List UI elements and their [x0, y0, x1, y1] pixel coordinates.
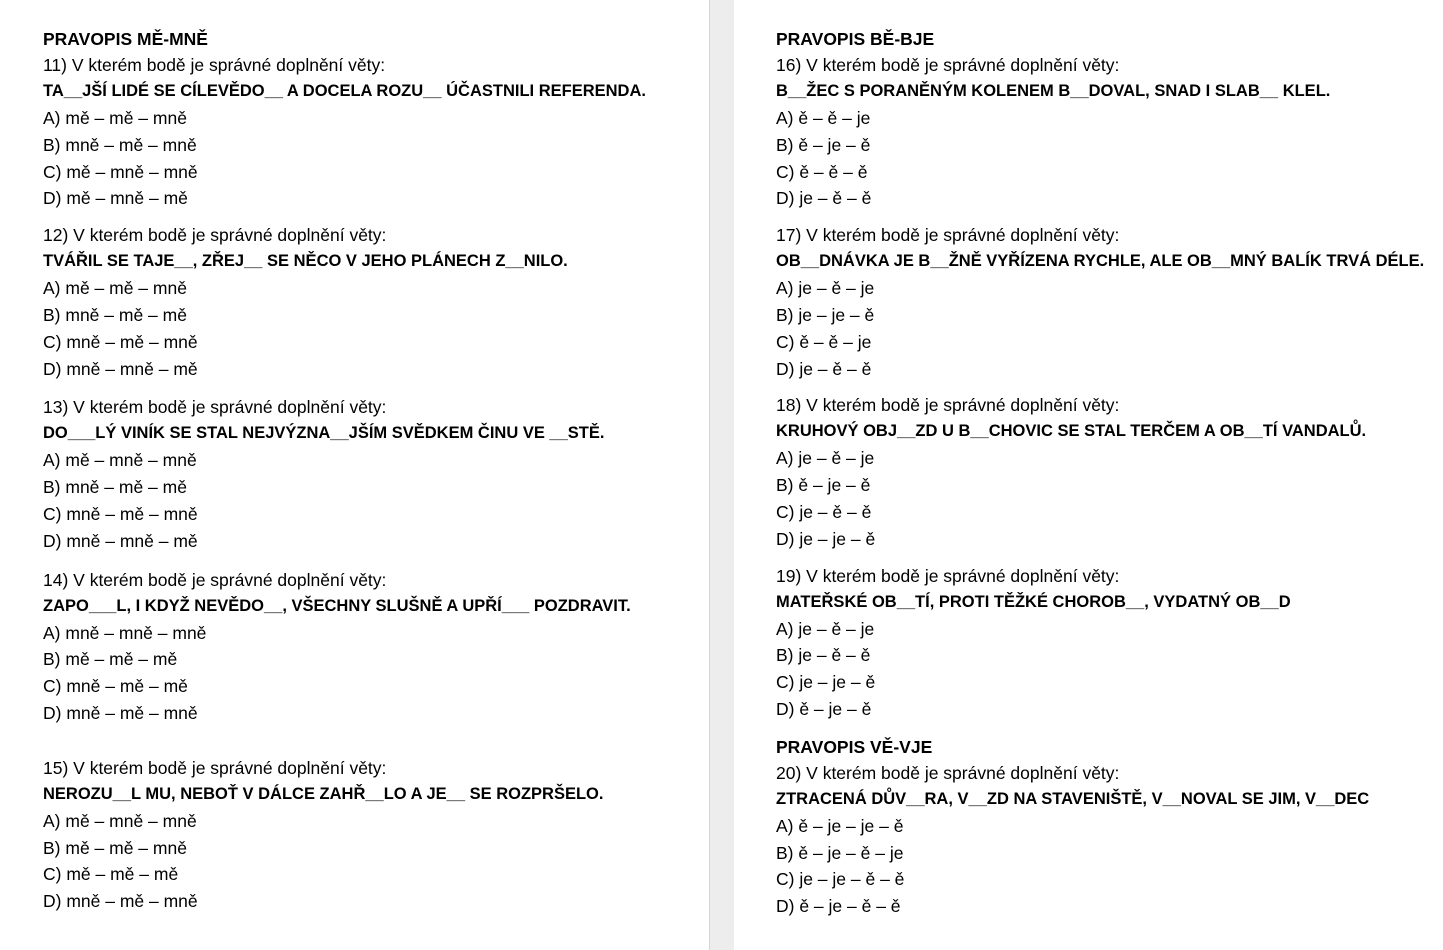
answer-option-a: A) mě – mně – mně: [43, 810, 197, 831]
answer-option-b: B) mě – mě – mně: [43, 837, 187, 858]
question-15: [43, 755, 646, 915]
question-sentence: ZTRACENÁ DŮV__RA, V__ZD NA STAVENIŠTĚ, V__NOVAL SE JIM, V__DEC: [776, 789, 1370, 808]
question-prompt: 17) V kterém bodě je správné doplnění věty:: [776, 225, 1120, 246]
answer-option-c: C) mně – mě – mně: [43, 331, 198, 352]
question-sentence: B__ŽEC S PORANĚNÝM KOLENEM B__DOVAL, SNAD I SLAB__ KLEL.: [776, 82, 1331, 100]
page-gutter: [709, 0, 736, 950]
question-12: [43, 222, 646, 382]
answer-option-d: D) ě – je – ě: [776, 698, 872, 719]
answer-option-c: C) ě – ě – ě: [776, 161, 868, 182]
section-title-ve-vje: PRAVOPIS VĚ-VJE: [776, 736, 933, 757]
question-17: [776, 222, 1424, 382]
question-prompt: 15) V kterém bodě je správné doplnění věty:: [43, 757, 387, 778]
question-prompt: 20) V kterém bodě je správné doplnění věty:: [776, 762, 1120, 783]
question-prompt: 19) V kterém bodě je správné doplnění věty:: [776, 565, 1120, 586]
answer-option-a: A) mně – mně – mně: [43, 622, 207, 643]
answer-option-c: C) mně – mě – mě: [43, 676, 188, 697]
answer-option-a: A) ě – ě – je: [776, 108, 871, 128]
question-prompt: 13) V kterém bodě je správné doplnění věty:: [43, 397, 387, 418]
answer-option-d: D) mně – mě – mně: [43, 891, 198, 912]
question-sentence: KRUHOVÝ OBJ__ZD U B__CHOVIC SE STAL TERČEM A OB__TÍ VANDALŮ.: [776, 422, 1367, 441]
answer-option-a: A) mě – mně – mně: [43, 450, 197, 471]
answer-option-b: B) mně – mě – mě: [43, 304, 187, 325]
question-prompt: 12) V kterém bodě je správné doplnění věty:: [43, 225, 387, 246]
question-sentence: OB__DNÁVKA JE B__ŽNĚ VYŘÍZENA RYCHLE, ALE OB__MNÝ BALÍK TRVÁ DÉLE.: [776, 252, 1425, 271]
answer-option-d: D) je – je – ě: [776, 528, 876, 549]
question-prompt: 16) V kterém bodě je správné doplnění věty:: [776, 55, 1120, 75]
answer-option-c: C) je – je – ě – ě: [776, 869, 905, 890]
answer-option-b: B) ě – je – ě – je: [776, 842, 904, 863]
answer-option-d: D) mně – mně – mě: [43, 530, 198, 551]
question-sentence: ZAPO___L, I KDYŽ NEVĚDO__, VŠECHNY SLUŠNĚ A UPŘÍ___ POZDRAVIT.: [43, 596, 631, 615]
question-11: [43, 52, 646, 212]
question-20: [776, 760, 1424, 920]
question-sentence: TA__JŠÍ LIDÉ SE CÍLEVĚDO__ A DOCELA ROZU__ ÚČASTNILI REFERENDA.: [43, 82, 646, 100]
right-page: [734, 0, 1443, 950]
question-14: [43, 567, 646, 727]
question-prompt: 11) V kterém bodě je správné doplnění věty:: [43, 55, 386, 75]
answer-option-d: D) je – ě – ě: [776, 188, 872, 209]
answer-option-b: B) je – je – ě: [776, 304, 875, 325]
answer-option-c: C) mě – mě – mě: [43, 864, 179, 885]
answer-option-b: B) ě – je – ě: [776, 134, 871, 155]
answer-option-a: A) mě – mě – mně: [43, 278, 187, 299]
question-sentence: DO___LÝ VINÍK SE STAL NEJVÝZNA__JŠÍM SVĚDKEM ČINU VE __STĚ.: [43, 424, 605, 443]
section-title-me-mne: PRAVOPIS MĚ-MNĚ: [43, 29, 208, 49]
answer-option-b: B) ě – je – ě: [776, 475, 871, 496]
answer-option-a: A) je – ě – je: [776, 618, 875, 639]
right-column: [776, 27, 1424, 920]
question-prompt: 18) V kterém bodě je správné doplnění věty:: [776, 395, 1120, 416]
answer-option-c: C) mě – mně – mně: [43, 161, 198, 182]
question-18: [776, 392, 1424, 552]
section-title-be-bje: PRAVOPIS BĚ-BJE: [776, 29, 935, 49]
answer-option-b: B) mně – mě – mně: [43, 134, 197, 155]
question-sentence: TVÁŘIL SE TAJE__, ZŘEJ__ SE NĚCO V JEHO PLÁNECH Z__NILO.: [43, 252, 568, 271]
answer-option-d: D) je – ě – ě: [776, 358, 872, 379]
answer-option-b: B) mně – mě – mě: [43, 477, 187, 498]
left-column: [43, 27, 646, 915]
left-page: [0, 0, 709, 950]
answer-option-a: A) je – ě – je: [776, 448, 875, 469]
answer-option-c: C) je – ě – ě: [776, 501, 872, 522]
answer-option-c: C) je – je – ě: [776, 672, 876, 693]
answer-option-b: B) mě – mě – mě: [43, 649, 178, 670]
answer-option-d: D) mně – mě – mně: [43, 702, 198, 723]
answer-option-a: A) mě – mě – mně: [43, 108, 187, 128]
answer-option-d: D) ě – je – ě – ě: [776, 896, 901, 917]
answer-option-c: C) mně – mě – mně: [43, 503, 198, 524]
answer-option-a: A) ě – je – je – ě: [776, 815, 904, 836]
answer-option-d: D) mně – mně – mě: [43, 358, 198, 379]
question-16: [776, 52, 1424, 212]
answer-option-c: C) ě – ě – je: [776, 331, 872, 352]
answer-option-a: A) je – ě – je: [776, 278, 875, 299]
question-13: [43, 394, 646, 554]
question-19: [776, 563, 1424, 723]
question-sentence: MATEŘSKÉ OB__TÍ, PROTI TĚŽKÉ CHOROB__, VYDATNÝ OB__D: [776, 592, 1291, 611]
answer-option-d: D) mě – mně – mě: [43, 188, 188, 209]
question-prompt: 14) V kterém bodě je správné doplnění věty:: [43, 569, 387, 590]
answer-option-b: B) je – ě – ě: [776, 645, 871, 666]
question-sentence: NEROZU__L MU, NEBOŤ V DÁLCE ZAHŘ__LO A JE__ SE ROZPRŠELO.: [43, 784, 604, 803]
